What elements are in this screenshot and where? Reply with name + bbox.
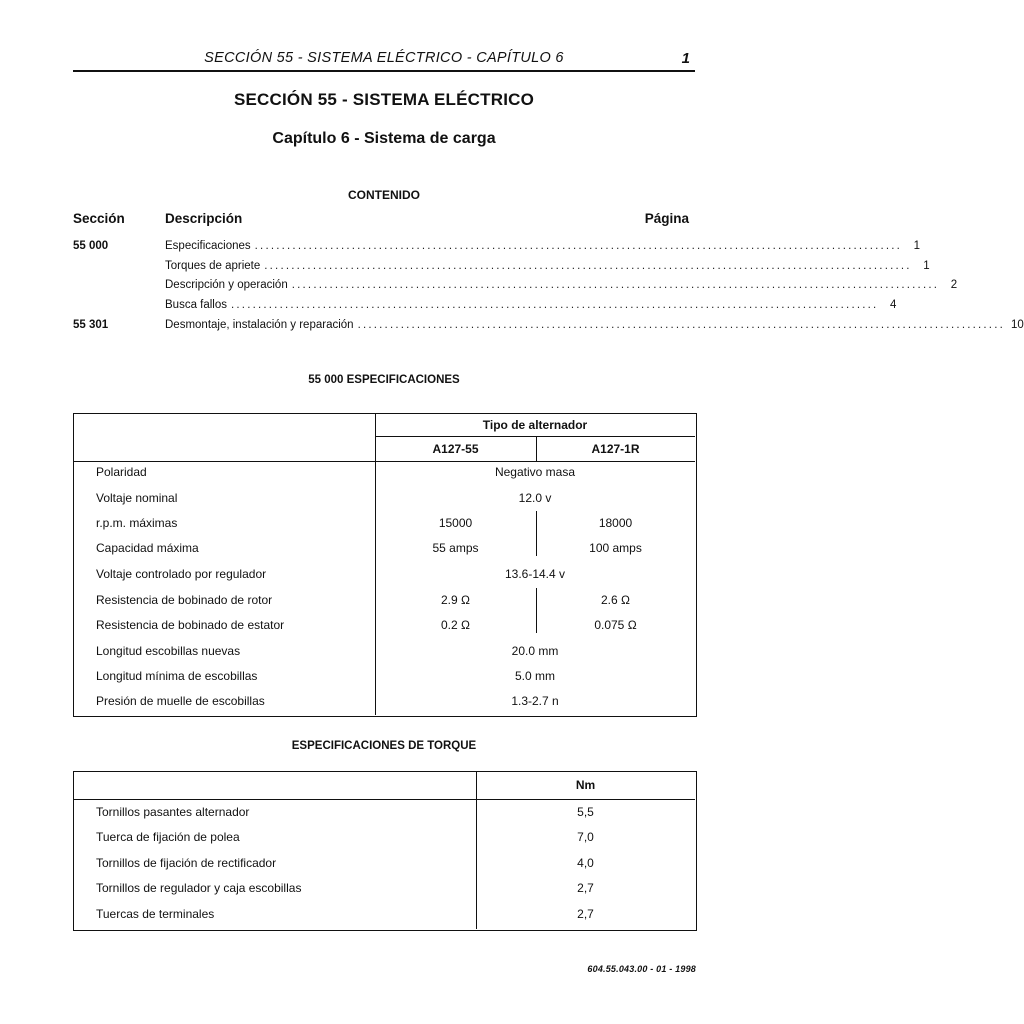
toc-row — [73, 240, 921, 258]
toc-dot-leader: ........................................................................................................................ — [254, 240, 903, 252]
torque-heading: ESPECIFICACIONES DE TORQUE — [291, 740, 477, 752]
specs-header-rule — [74, 461, 695, 462]
toc-dot-leader: ........................................................................................................................ — [231, 299, 879, 311]
specs-col-b-header: A127-1R — [591, 442, 640, 456]
spec-label: Polaridad — [96, 465, 147, 479]
torque-unit-header: Nm — [575, 778, 596, 792]
toc-row — [73, 299, 897, 317]
toc-row-description: Torques de apriete — [165, 260, 261, 272]
toc-row-section: 55 000 — [73, 240, 109, 252]
torque-value: 2,7 — [577, 881, 594, 895]
spec-value-shared: 1.3-2.7 n — [511, 694, 559, 708]
doc-code: 604.55.043.00 - 01 - 1998 — [587, 964, 696, 974]
specs-heading: 55 000 ESPECIFICACIONES — [308, 374, 460, 386]
spec-value-a: 15000 — [438, 516, 473, 530]
spec-label: Capacidad máxima — [96, 541, 199, 555]
spec-value-shared: 12.0 v — [518, 491, 552, 505]
toc-col-page: Página — [644, 211, 689, 226]
contents-heading: CONTENIDO — [348, 188, 420, 202]
spec-label: Resistencia de bobinado de estator — [96, 618, 285, 632]
spec-value-b: 2.6 Ω — [601, 593, 630, 607]
spec-label: Presión de muelle de escobillas — [96, 694, 265, 708]
toc-col-description: Descripción — [165, 211, 243, 226]
toc-row — [73, 260, 930, 278]
spec-value-b: 0.075 Ω — [594, 618, 637, 632]
toc-row-page: 10 — [1011, 319, 1024, 331]
spec-value-a: 55 amps — [432, 541, 479, 555]
torque-label: Tuerca de fijación de polea — [96, 830, 240, 844]
toc-dot-leader: ........................................................................................................................ — [357, 319, 1005, 331]
toc-row — [73, 319, 1024, 337]
specs-col-a-header: A127-55 — [432, 442, 479, 456]
spec-label: Longitud escobillas nuevas — [96, 644, 241, 658]
torque-value: 2,7 — [577, 907, 594, 921]
toc-row-description: Busca fallos — [165, 299, 228, 311]
spec-value-b: 100 amps — [589, 541, 642, 555]
torque-header-rule — [74, 799, 695, 800]
spec-label: Resistencia de bobinado de rotor — [96, 593, 273, 607]
torque-divider — [476, 772, 477, 929]
torque-label: Tuercas de terminales — [96, 907, 215, 921]
toc-row-section: 55 301 — [73, 319, 109, 331]
specs-group-header: Tipo de alternador — [482, 418, 588, 432]
spec-label: r.p.m. máximas — [96, 516, 178, 530]
torque-value: 5,5 — [577, 805, 594, 819]
toc-dot-leader: ........................................................................................................................ — [264, 260, 912, 272]
toc-dot-leader: ........................................................................................................................ — [291, 279, 940, 291]
toc-row-description: Especificaciones — [165, 240, 251, 252]
toc-row-page: 4 — [890, 299, 897, 311]
torque-value: 7,0 — [577, 830, 594, 844]
toc-row-page: 1 — [913, 240, 921, 252]
toc-row-description: Desmontaje, instalación y reparación — [165, 319, 354, 331]
torque-label: Tornillos de fijación de rectificador — [96, 856, 277, 870]
spec-value-shared: Negativo masa — [494, 465, 576, 479]
section-title: SECCIÓN 55 - SISTEMA ELÉCTRICO — [233, 90, 535, 109]
specs-group-underline — [375, 436, 695, 437]
toc-row-description: Descripción y operación — [165, 279, 288, 291]
spec-label: Longitud mínima de escobillas — [96, 669, 258, 683]
torque-label: Tornillos de regulador y caja escobillas — [96, 881, 302, 895]
spec-value-shared: 20.0 mm — [511, 644, 559, 658]
spec-label: Voltaje controlado por regulador — [96, 567, 267, 581]
torque-label: Tornillos pasantes alternador — [96, 805, 250, 819]
spec-value-a: 0.2 Ω — [441, 618, 470, 632]
torque-table — [73, 771, 697, 931]
specs-table — [73, 413, 697, 717]
chapter-title: Capítulo 6 - Sistema de carga — [272, 130, 496, 147]
spec-value-shared: 5.0 mm — [514, 669, 555, 683]
running-header-title: SECCIÓN 55 - SISTEMA ELÉCTRICO - CAPÍTULO 6 — [204, 50, 564, 66]
spec-value-b: 18000 — [598, 516, 633, 530]
toc-row-page: 1 — [923, 260, 930, 272]
toc-row — [73, 279, 958, 297]
spec-value-shared: 13.6-14.4 v — [504, 567, 566, 581]
page-number: 1 — [681, 50, 690, 67]
header-rule — [73, 70, 695, 72]
toc-col-section: Sección — [73, 211, 125, 226]
toc-row-page: 2 — [950, 279, 958, 291]
spec-label: Voltaje nominal — [96, 491, 178, 505]
torque-value: 4,0 — [577, 856, 594, 870]
spec-value-a: 2.9 Ω — [441, 593, 470, 607]
